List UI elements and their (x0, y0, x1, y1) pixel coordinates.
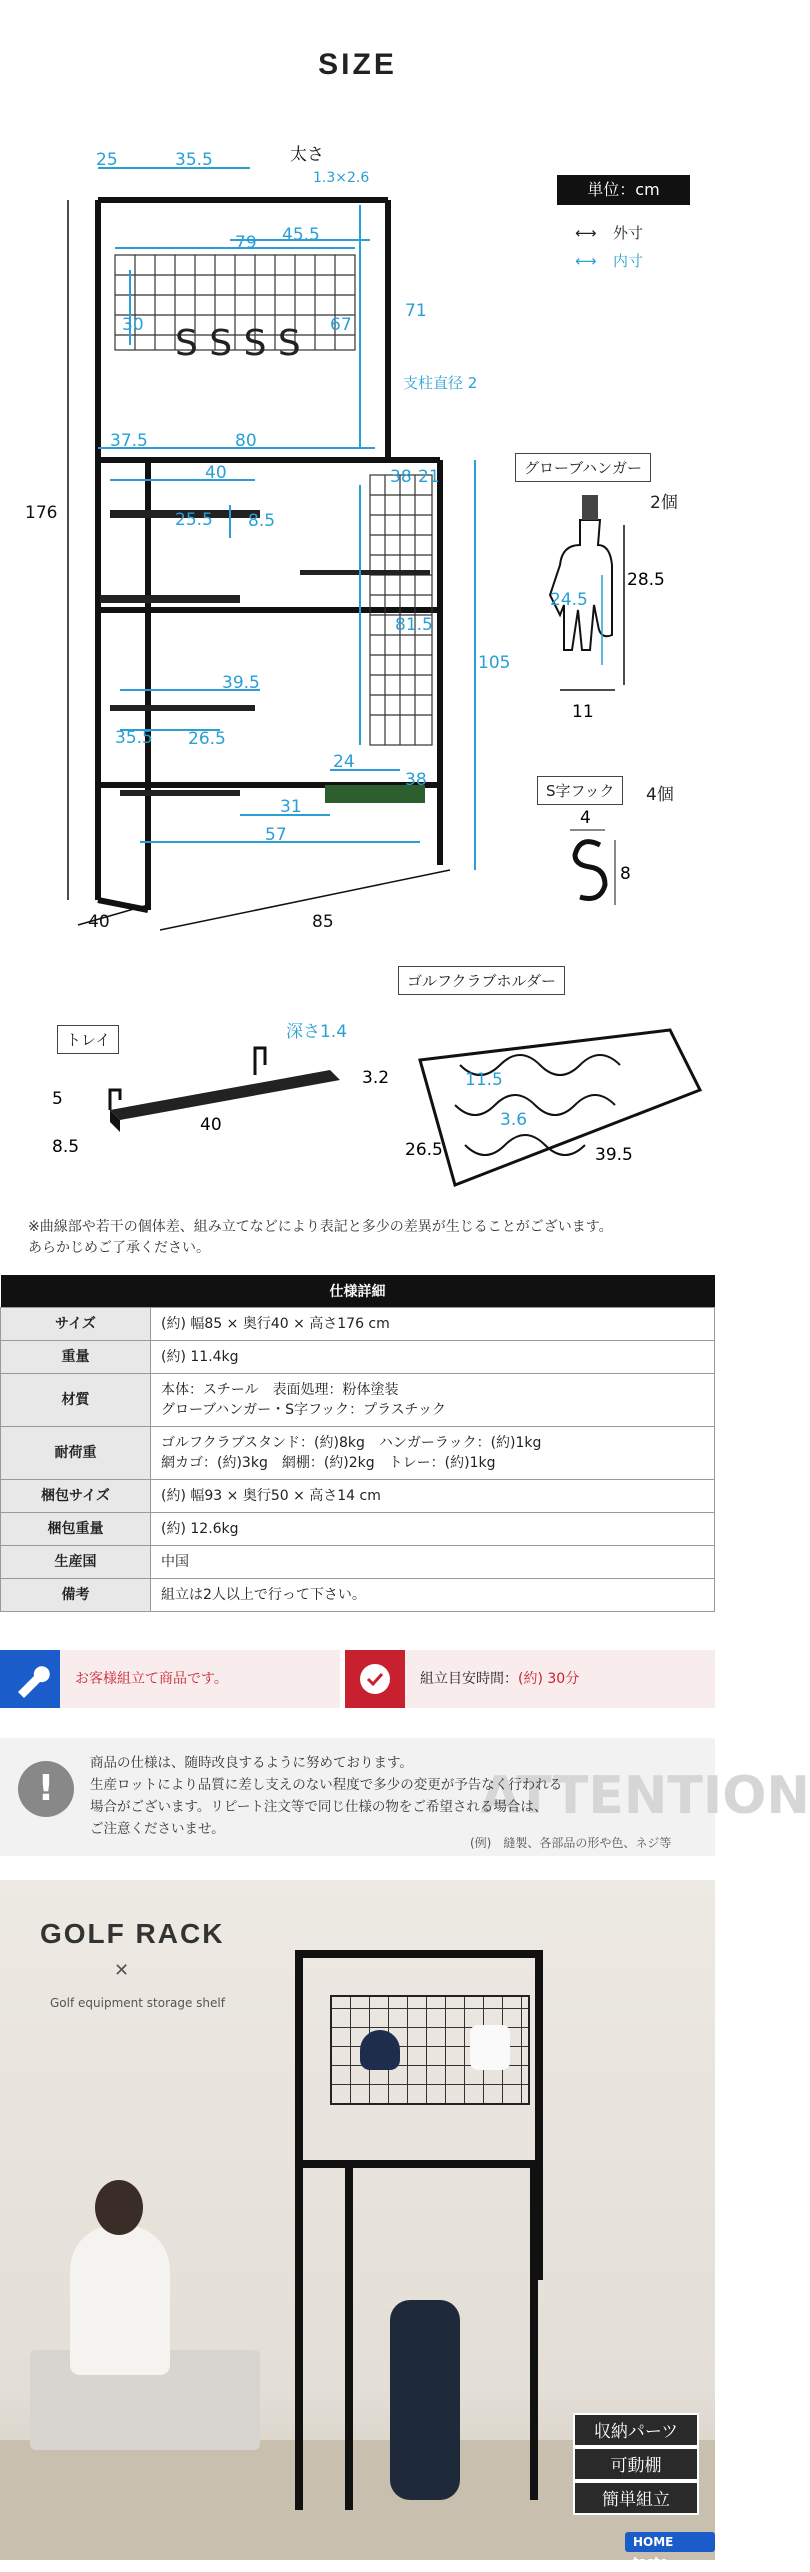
table-row (1, 1426, 715, 1479)
table-row (1, 1340, 715, 1373)
attention-notice (0, 1738, 810, 1856)
attention-watermark: ATTENTION (480, 1766, 810, 1826)
brand-logo: HOME taste (625, 2532, 715, 2552)
dim-24: 24 (333, 752, 355, 772)
feature-badge: 収納パーツ (573, 2413, 699, 2447)
table-row (1, 1578, 715, 1611)
tray-h: 5 (52, 1089, 63, 1109)
dim-31: 31 (280, 797, 302, 817)
disclaimer-note: ※曲線部や若干の個体差、組み立てなどにより表記と多少の差異が生じることがございます。 あらかじめご了承ください。 (28, 1219, 613, 1256)
tray-d: 8.5 (52, 1137, 80, 1157)
tray-w: 40 (200, 1115, 222, 1135)
glove-hanger-label: グローブハンガー (515, 453, 651, 482)
s-hook-label: S字フック (537, 776, 623, 805)
glove-inner: 24.5 (550, 590, 588, 610)
golf-cap (360, 2030, 400, 2070)
dim-35-5: 35.5 (175, 150, 213, 170)
dim-37-5: 37.5 (110, 431, 148, 451)
spec-key: 耐荷重 (1, 1426, 151, 1479)
dim-38b: 38 (405, 770, 427, 790)
dim-79: 79 (235, 233, 257, 253)
spec-heading: 仕様詳細 (1, 1275, 715, 1307)
dim-21: 21 (418, 467, 440, 487)
dim-39-5: 39.5 (222, 673, 260, 693)
rack-diagram (0, 130, 540, 950)
hero-subtitle: Golf equipment storage shelf (50, 1996, 225, 2010)
s-hook-w: 4 (580, 808, 591, 828)
s-hook-diagram (545, 805, 645, 915)
spec-table (0, 1275, 715, 1612)
holder-label: ゴルフクラブホルダー (398, 966, 565, 995)
dim-81-5: 81.5 (395, 615, 433, 635)
spec-key: 梱包サイズ (1, 1479, 151, 1512)
dim-71: 71 (405, 301, 427, 321)
thick-label: 太さ (290, 145, 324, 165)
table-row (1, 1512, 715, 1545)
notice-text: 商品の仕様は、随時改良するように努めております。 生産ロットにより品質に差し支えのない程度で多少の変更が予告なく行われる 場合がございます。リピート注文等で同じ仕様の物をご希望される場合は、 ご注意くださいませ。 (90, 1755, 563, 1837)
spec-value: 本体：スチール 表面処理：粉体塗装 グローブハンガー・S字フック：プラスチック (151, 1373, 715, 1426)
dim-8-5: 8.5 (248, 511, 276, 531)
holder-w: 39.5 (595, 1145, 633, 1165)
tray-depth: 深さ1.4 (286, 1022, 348, 1042)
assembly-time: 組立目安時間：(約) 30分 (420, 1671, 580, 1687)
dim-35-5b: 35.5 (115, 728, 153, 748)
glove-w: 11 (572, 702, 594, 722)
unit-label: 単位：cm (557, 175, 690, 205)
glove-h: 28.5 (627, 570, 665, 590)
spec-key: 梱包重量 (1, 1512, 151, 1545)
spec-value: (約) 幅85 × 奥行40 × 高さ176 cm (151, 1307, 715, 1340)
dim-57: 57 (265, 825, 287, 845)
pole-diameter: 支柱直径 2 (403, 374, 478, 392)
person (70, 2225, 170, 2375)
dim-25: 25 (96, 150, 118, 170)
dim-176: 176 (25, 503, 58, 523)
dim-67: 67 (330, 315, 352, 335)
check-clock-icon (345, 1650, 405, 1708)
golf-bag (390, 2300, 460, 2500)
spec-value: ゴルフクラブスタンド：(約)8kg ハンガーラック：(約)1kg 網カゴ：(約)3kg 網棚：(約)2kg トレー：(約)1kg (151, 1426, 715, 1479)
person-head (95, 2180, 143, 2235)
dim-38: 38 (390, 467, 412, 487)
holder-a: 11.5 (465, 1070, 503, 1090)
golf-glove (470, 2025, 510, 2070)
table-row (1, 1307, 715, 1340)
dim-80: 80 (235, 431, 257, 451)
holder-b: 3.6 (500, 1110, 528, 1130)
thick-value: 1.3×2.6 (313, 170, 370, 186)
crossed-clubs-icon: ✕ (114, 1960, 130, 1981)
dim-105: 105 (478, 653, 511, 673)
exclamation-icon: ! (18, 1761, 74, 1817)
holder-d: 26.5 (405, 1140, 443, 1160)
spec-key: サイズ (1, 1307, 151, 1340)
feature-badge: 可動棚 (573, 2447, 699, 2481)
spec-key: 生産国 (1, 1545, 151, 1578)
spec-value: (約) 11.4kg (151, 1340, 715, 1373)
svg-text:S S S S: S S S S (175, 323, 301, 364)
page-title: SIZE (318, 48, 397, 81)
dim-25-5: 25.5 (175, 510, 213, 530)
hero-title: GOLF RACK (40, 1918, 225, 1949)
wrench-icon (0, 1650, 60, 1708)
holder-h: 3.2 (362, 1068, 390, 1088)
spec-key: 材質 (1, 1373, 151, 1426)
s-hook-h: 8 (620, 864, 631, 884)
dim-45-5: 45.5 (282, 225, 320, 245)
spec-value: 組立は2人以上で行って下さい。 (151, 1578, 715, 1611)
inner-legend: ⟷ 内寸 (575, 252, 644, 270)
table-row (1, 1545, 715, 1578)
outer-legend: ⟷ 外寸 (575, 224, 644, 242)
assembly-text: お客様組立て商品です。 (75, 1671, 228, 1687)
s-hook-count: 4個 (646, 785, 674, 805)
spec-value: (約) 12.6kg (151, 1512, 715, 1545)
table-row (1, 1373, 715, 1426)
table-row (1, 1479, 715, 1512)
tray-label: トレイ (57, 1025, 119, 1054)
dim-26-5: 26.5 (188, 729, 226, 749)
assembly-required-bar (0, 1650, 340, 1708)
feature-badge: 簡単組立 (573, 2481, 699, 2515)
notice-example: (例) 縫製、各部品の形や色、ネジ等 (470, 1836, 672, 1850)
holder-diagram (360, 1005, 715, 1185)
spec-key: 重量 (1, 1340, 151, 1373)
spec-key: 備考 (1, 1578, 151, 1611)
dim-30: 30 (122, 315, 144, 335)
dim-40: 40 (205, 463, 227, 483)
spec-value: (約) 幅93 × 奥行50 × 高さ14 cm (151, 1479, 715, 1512)
tray-diagram (40, 1020, 370, 1180)
spec-value: 中国 (151, 1545, 715, 1578)
dim-width-85: 85 (312, 912, 334, 932)
dim-width-40: 40 (88, 912, 110, 932)
glove-count: 2個 (650, 493, 678, 513)
assembly-time-bar (345, 1650, 715, 1708)
